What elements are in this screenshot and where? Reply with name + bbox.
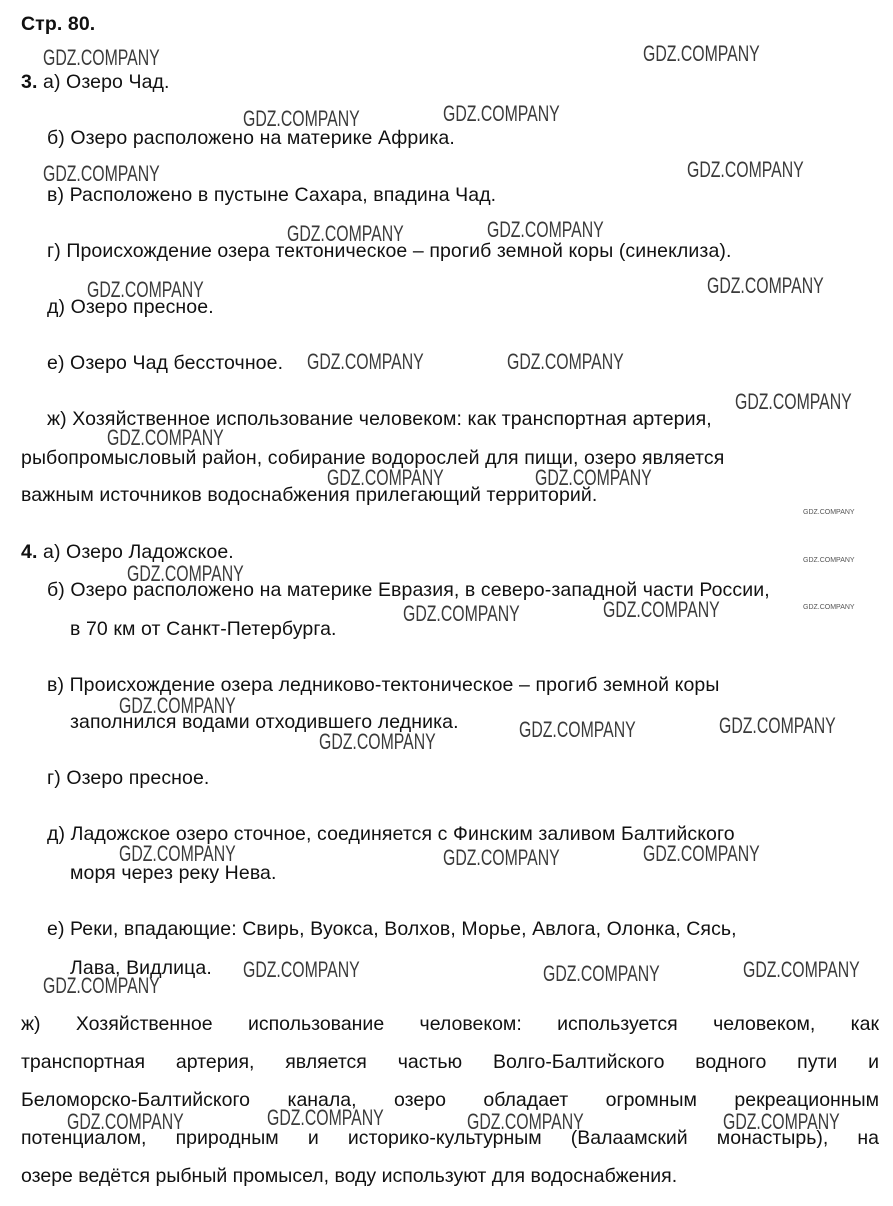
- page-header: Стр. 80.: [21, 13, 96, 35]
- watermark: GDZ.COMPANY: [319, 729, 436, 754]
- watermark: GDZ.COMPANY: [443, 101, 560, 126]
- watermark: GDZ.COMPANY: [327, 465, 444, 490]
- watermark: GDZ.COMPANY: [243, 957, 360, 982]
- task4-item-v-line2: заполнился водами отходившего ледника.: [70, 711, 459, 733]
- watermark: GDZ.COMPANY: [603, 597, 720, 622]
- task4-number: 4.: [21, 541, 38, 563]
- watermark: GDZ.COMPANY: [119, 841, 236, 866]
- task3-item-d: д) Озеро пресное.: [47, 296, 214, 318]
- task3-item-zh-line1: ж) Хозяйственное использование человеком: как транспортная артерия,: [47, 408, 712, 430]
- watermark: GDZ.COMPANY: [723, 1109, 840, 1134]
- watermark: GDZ.COMPANY: [743, 957, 860, 982]
- task4-item-zh-line4: потенциалом, природным и историко-культурным (Валаамский монастырь), на: [21, 1127, 879, 1149]
- task4-item-b-line2: в 70 км от Санкт-Петербурга.: [70, 618, 337, 640]
- watermark: GDZ.COMPANY: [519, 717, 636, 742]
- watermark: GDZ.COMPANY: [803, 604, 855, 611]
- task4-item-zh-line5: озере ведётся рыбный промысел, воду используют для водоснабжения.: [21, 1165, 678, 1187]
- task4-item-b-line1: б) Озеро расположено на материке Евразия, в северо-западной части России,: [47, 579, 770, 601]
- task3-item-zh-line2: рыбопромысловый район, собирание водорослей для пищи, озеро является: [21, 447, 725, 469]
- watermark: GDZ.COMPANY: [267, 1105, 384, 1130]
- watermark: GDZ.COMPANY: [443, 845, 560, 870]
- watermark: GDZ.COMPANY: [307, 349, 424, 374]
- watermark: GDZ.COMPANY: [67, 1109, 184, 1134]
- task4-a-text: а) Озеро Ладожское.: [43, 541, 234, 563]
- task4-item-zh-line3: Беломорско-Балтийского канала, озеро обладает огромным рекреационным: [21, 1089, 879, 1111]
- watermark: GDZ.COMPANY: [487, 217, 604, 242]
- task3-item-e: е) Озеро Чад бессточное.: [47, 352, 284, 374]
- watermark: GDZ.COMPANY: [127, 561, 244, 586]
- watermark: GDZ.COMPANY: [535, 465, 652, 490]
- watermark: GDZ.COMPANY: [643, 841, 760, 866]
- task3-item-v: в) Расположено в пустыне Сахара, впадина Чад.: [47, 184, 497, 206]
- task4-item-d-line1: д) Ладожское озеро сточное, соединяется с Финским заливом Балтийского: [47, 823, 735, 845]
- watermark: GDZ.COMPANY: [803, 509, 855, 516]
- task4-item-zh-line1: ж) Хозяйственное использование человеком: используется человеком, как: [21, 1013, 879, 1035]
- watermark: GDZ.COMPANY: [707, 273, 824, 298]
- task4-item-g: г) Озеро пресное.: [47, 767, 210, 789]
- watermark: GDZ.COMPANY: [43, 973, 160, 998]
- watermark: GDZ.COMPANY: [287, 221, 404, 246]
- task4-item-e-line1: е) Реки, впадающие: Свирь, Вуокса, Волхов, Морье, Авлога, Олонка, Сясь,: [47, 918, 737, 940]
- task4-item-v-line1: в) Происхождение озера ледниково-тектоническое – прогиб земной коры: [47, 674, 720, 696]
- watermark: GDZ.COMPANY: [467, 1109, 584, 1134]
- task3-a-text: а) Озеро Чад.: [43, 71, 170, 93]
- watermark: GDZ.COMPANY: [735, 389, 852, 414]
- watermark: GDZ.COMPANY: [403, 601, 520, 626]
- watermark: GDZ.COMPANY: [687, 157, 804, 182]
- watermark: GDZ.COMPANY: [543, 961, 660, 986]
- task3-item-g: г) Происхождение озера тектоническое – прогиб земной коры (синеклиза).: [47, 240, 732, 262]
- watermark: GDZ.COMPANY: [507, 349, 624, 374]
- watermark: GDZ.COMPANY: [87, 277, 204, 302]
- task3-number: 3.: [21, 71, 38, 93]
- watermark: GDZ.COMPANY: [43, 45, 160, 70]
- watermark: GDZ.COMPANY: [43, 161, 160, 186]
- task3-item-zh-line3: важным источников водоснабжения прилегающий территорий.: [21, 484, 598, 506]
- watermark: GDZ.COMPANY: [243, 106, 360, 131]
- watermark: GDZ.COMPANY: [119, 693, 236, 718]
- watermark: GDZ.COMPANY: [803, 557, 855, 564]
- watermark: GDZ.COMPANY: [107, 425, 224, 450]
- task4-item-d-line2: моря через реку Нева.: [70, 862, 277, 884]
- task4-item-zh-line2: транспортная артерия, является частью Волго-Балтийского водного пути и: [21, 1051, 879, 1073]
- task3-item-b: б) Озеро расположено на материке Африка.: [47, 127, 455, 149]
- watermark: GDZ.COMPANY: [719, 713, 836, 738]
- watermark: GDZ.COMPANY: [643, 41, 760, 66]
- task4-item-e-line2: Лава, Видлица.: [70, 957, 212, 979]
- task3-item-a: [21, 70, 170, 94]
